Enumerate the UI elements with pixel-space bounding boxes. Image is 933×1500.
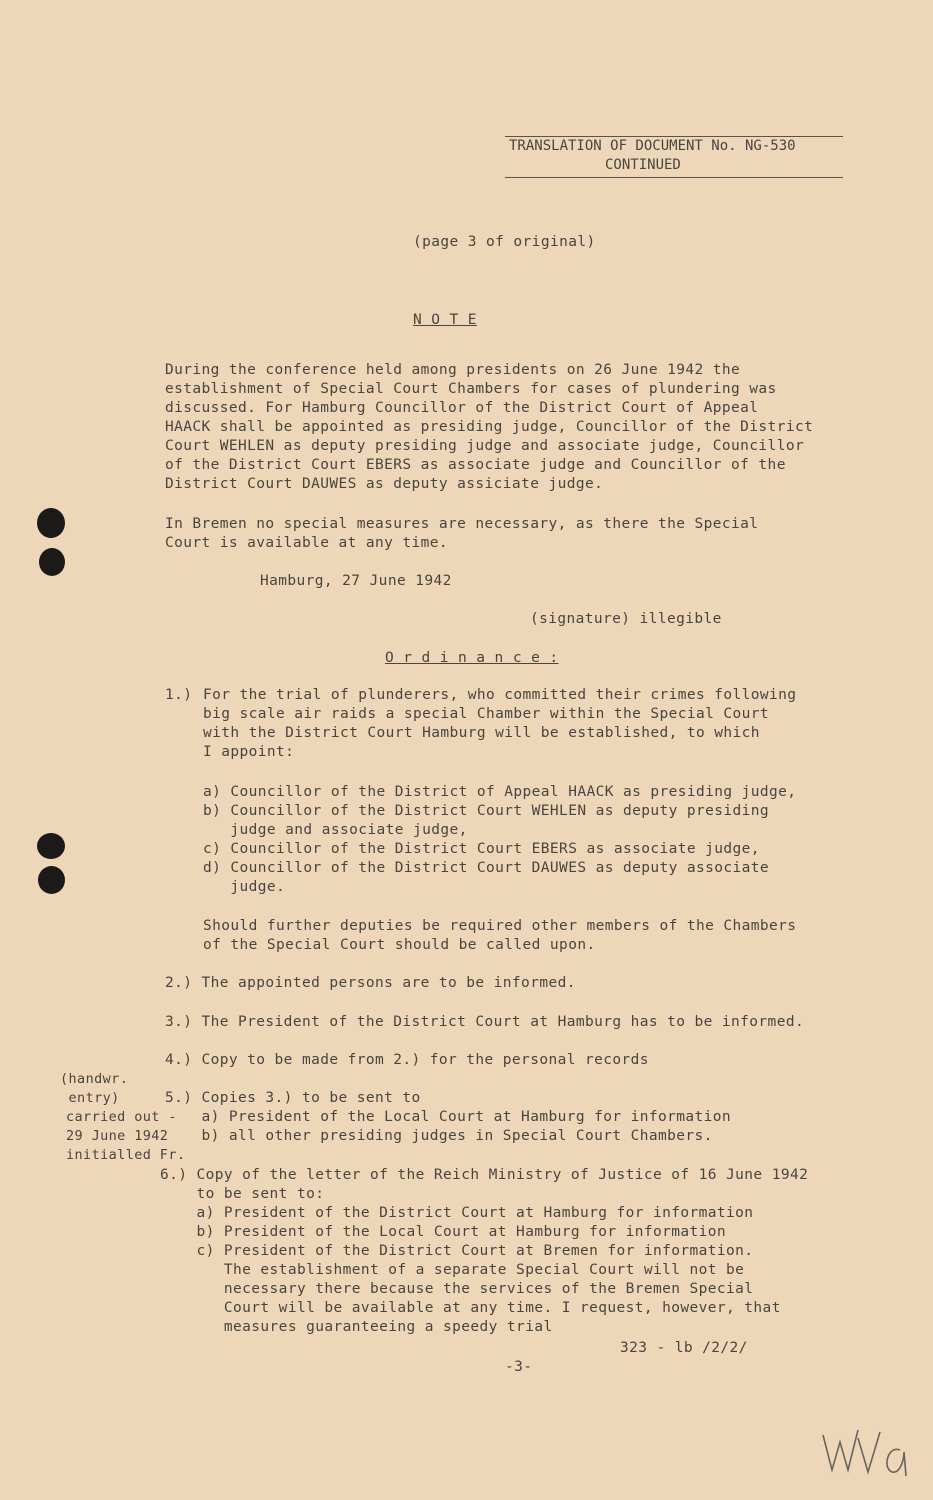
item-6-line: a) President of the District Court at Hamburg for information [160, 1205, 754, 1221]
ordinance-title: O r d i n a n c e : [385, 650, 559, 666]
margin-note-line: entry) [60, 1090, 120, 1106]
item-1-subitem: judge. [203, 879, 286, 895]
item-6-line: b) President of the Local Court at Hamburg for information [160, 1224, 727, 1240]
note-line: HAACK shall be appointed as presiding judge, Councillor of the District [165, 419, 814, 435]
item-1-line: For the trial of plunderers, who committed their crimes following [203, 687, 797, 703]
item-2: 2.) The appointed persons are to be informed. [165, 975, 576, 991]
signature-line: (signature) illegible [530, 611, 722, 627]
bremen-line: Court is available at any time. [165, 535, 449, 551]
note-title: N O T E [413, 312, 477, 328]
item-6-line: 6.) Copy of the letter of the Reich Ministry of Justice of 16 June 1942 [160, 1167, 809, 1183]
punch-hole [38, 866, 65, 894]
margin-note-line: carried out - [66, 1109, 177, 1125]
place-date: Hamburg, 27 June 1942 [260, 573, 452, 589]
item-3: 3.) The President of the District Court at Hamburg has to be informed. [165, 1014, 805, 1030]
document-code: 323 - lb /2/2/ [620, 1340, 748, 1356]
item-4: 4.) Copy to be made from 2.) for the personal records [165, 1052, 649, 1068]
margin-note-line: (handwr. [60, 1071, 129, 1087]
item-1-further: of the Special Court should be called upon. [203, 937, 596, 953]
note-line: During the conference held among presidents on 26 June 1942 the [165, 362, 741, 378]
item-6-line: The establishment of a separate Special Court will not be [160, 1262, 745, 1278]
item-1-number: 1.) [165, 687, 193, 703]
margin-note-line: 29 June 1942 [66, 1128, 169, 1144]
item-1-subitem: b) Councillor of the District Court WEHLEN as deputy presiding [203, 803, 770, 819]
handwritten-initials [818, 1420, 918, 1480]
header-line-2: CONTINUED [605, 157, 681, 173]
item-6-line: to be sent to: [160, 1186, 325, 1202]
item-1-subitem: d) Councillor of the District Court DAUWES as deputy associate [203, 860, 770, 876]
margin-note-line: initialled Fr. [66, 1147, 186, 1163]
bremen-line: In Bremen no special measures are necessary, as there the Special [165, 516, 759, 532]
note-line: of the District Court EBERS as associate judge and Councillor of the [165, 457, 786, 473]
item-6-line: necessary there because the services of the Bremen Special [160, 1281, 754, 1297]
item-1-line: with the District Court Hamburg will be established, to which [203, 725, 760, 741]
header-line-1: TRANSLATION OF DOCUMENT No. NG-530 [509, 138, 796, 154]
item-5-line: a) President of the Local Court at Hamburg for information [165, 1109, 732, 1125]
item-5-line: b) all other presiding judges in Special Court Chambers. [165, 1128, 713, 1144]
page-number: -3- [505, 1359, 533, 1375]
note-line: establishment of Special Court Chambers for cases of plundering was [165, 381, 777, 397]
note-line: discussed. For Hamburg Councillor of the District Court of Appeal [165, 400, 759, 416]
punch-hole [37, 508, 65, 538]
item-1-subitem: a) Councillor of the District of Appeal HAACK as presiding judge, [203, 784, 797, 800]
punch-hole [37, 833, 65, 859]
item-1-subitem: c) Councillor of the District Court EBERS as associate judge, [203, 841, 760, 857]
page-reference: (page 3 of original) [413, 234, 596, 250]
note-line: Court WEHLEN as deputy presiding judge and associate judge, Councillor [165, 438, 805, 454]
translation-header [505, 136, 843, 178]
note-line: District Court DAUWES as deputy assiciate judge. [165, 476, 604, 492]
corner-mark-text: WVa [818, 1420, 820, 1421]
item-6-line: c) President of the District Court at Bremen for information. [160, 1243, 754, 1259]
item-1-further: Should further deputies be required other members of the Chambers [203, 918, 797, 934]
item-1-subitem: judge and associate judge, [203, 822, 468, 838]
item-1-line: I appoint: [203, 744, 295, 760]
item-6-line: Court will be available at any time. I request, however, that [160, 1300, 781, 1316]
punch-hole [39, 548, 65, 576]
item-6-line: measures guaranteeing a speedy trial [160, 1319, 553, 1335]
item-5-line: 5.) Copies 3.) to be sent to [165, 1090, 421, 1106]
item-1-line: big scale air raids a special Chamber within the Special Court [203, 706, 770, 722]
